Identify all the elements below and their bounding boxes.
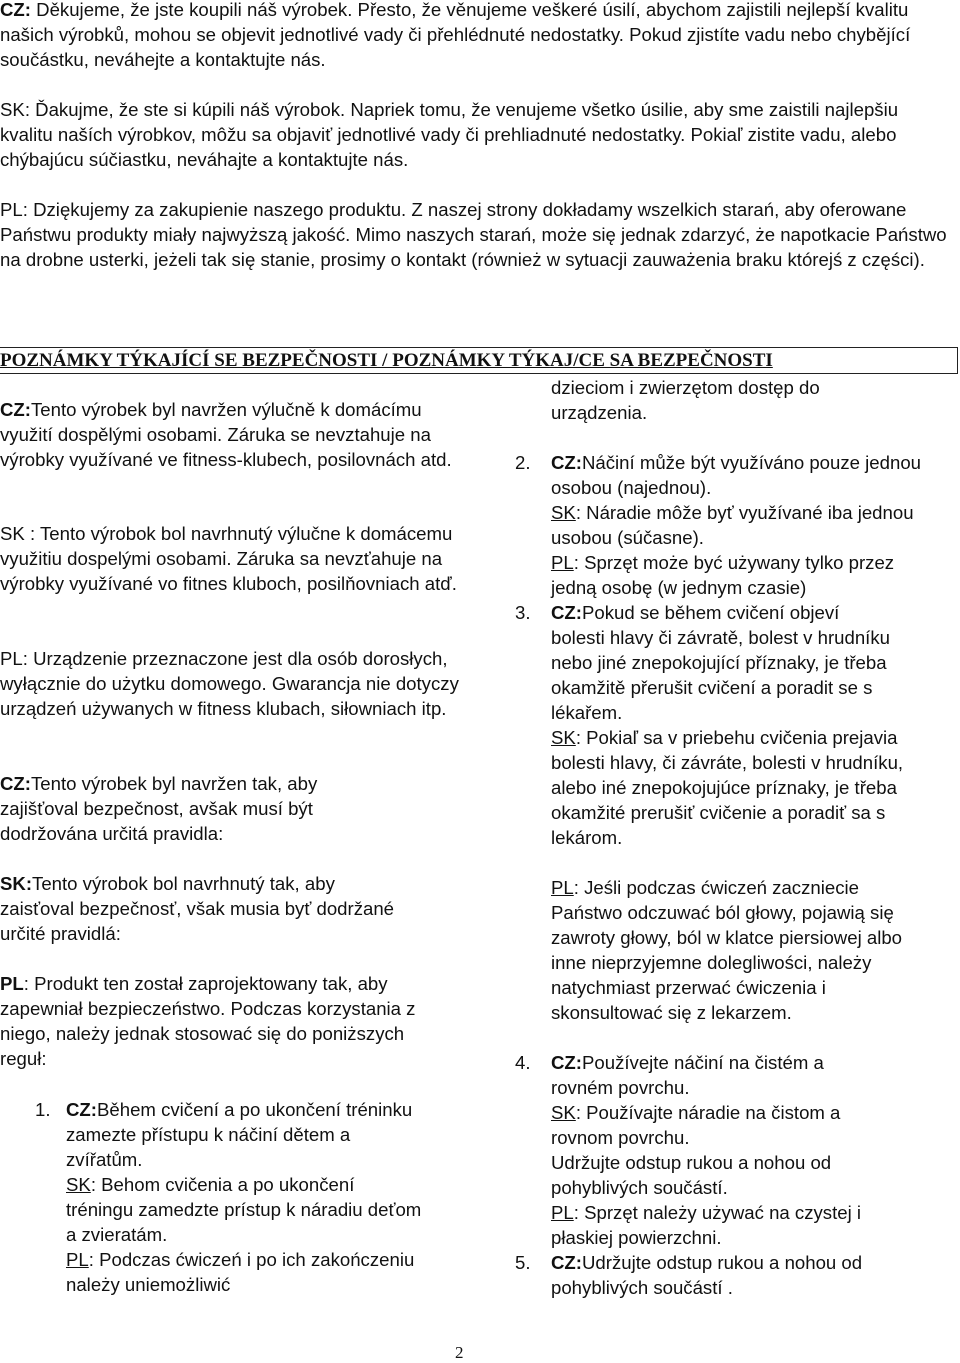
item-number: 4. [515,1052,531,1073]
safety-notes-heading: POZNÁMKY TÝKAJÍCÍ SE BEZPEČNOSTI / POZNÁMKY TÝKAJ/CE SA BEZPEČNOSTI [0,347,958,374]
lang-code: PL [0,199,23,220]
item-1-sk-text: : Behom cvičenia a po ukončení tréningu zamedzte prístup k náradiu deťom a zvieratám. [66,1174,422,1245]
item-1-pl-cont-text: dzieciom i zwierzętom dostęp do urządzenia. [551,377,820,423]
item-2-sk [551,500,926,550]
item-number: 1. [35,1099,51,1120]
lang-code: SK [551,502,576,523]
item-3-pl [551,875,926,1025]
lang-code: SK [0,99,25,120]
safety-pl-paragraph [0,646,470,721]
item-3-cz [551,600,896,725]
lang-code: SK: [0,873,33,894]
lang-code: PL [551,877,574,898]
lang-code: CZ: [551,602,582,623]
intro-pl-paragraph [0,197,950,272]
item-3-pl-text: : Jeśli podczas ćwiczeń zaczniecie Państwo odczuwać ból głowy, pojawią się zawroty głowy, ból w klatce piersiowej albo inne nieprzyjemne dolegliwości, należy natychmiast przerwać ćwiczenia i skonsultować się z lekarzem. [551,877,903,1023]
item-4-extra [551,1150,896,1200]
lang-code: CZ: [0,399,31,420]
item-2-pl [551,550,926,600]
item-1-pl [66,1247,421,1297]
item-3-sk-text: : Pokiaľ sa v priebehu cvičenia prejavia bolesti hlavy, či závráte, bolesti v hrudníku, alebo iné znepokojujúce príznaky, je třeba okamžité prerušiť cvičenie a poradiť sa s lekárom. [551,727,904,848]
item-4-sk-text: : Používajte náradie na čistom a rovnom povrchu. [551,1102,841,1148]
item-3-cz-text: Pokud se během cvičení objeví bolesti hlavy či závratě, bolest v hrudníku nebo jiné znepokojující příznaky, je třeba okamžitě přerušit cvičení a poradit se s lékařem. [551,602,890,723]
lang-code: CZ: [551,1052,582,1073]
rules-sk-text: Tento výrobok bol navrhnutý tak, aby zaisťoval bezpečnosť, však musia byť dodržané určité pravidlá: [0,873,395,944]
rules-sk-paragraph [0,871,400,946]
safety-pl-text: : Urządzenie przeznaczone jest dla osób dorosłych, wyłącznie do użytku domowego. Gwarancja nie dotyczy urządzeń używanych w fitness klubach, siłowniach itp. [0,648,459,719]
item-5-cz-text: Udržujte odstup rukou a nohou od pohyblivých součástí . [551,1252,863,1298]
item-1-pl-continuation [551,375,891,425]
lang-code: CZ: [551,1252,582,1273]
item-4-cz [551,1050,881,1100]
lang-code: PL [551,1202,574,1223]
lang-code: SK [0,523,25,544]
item-2-pl-text: : Sprzęt może być używany tylko przez jedną osobę (w jednym czasie) [551,552,895,598]
lang-code: CZ: [0,0,31,20]
intro-sk-paragraph [0,97,950,172]
lang-code: PL [0,973,24,994]
lang-code: SK [551,727,576,748]
left-column-pl1 [0,646,470,721]
left-column-sk2 [0,871,400,946]
lang-code: PL [0,648,23,669]
item-4-pl-text: : Sprzęt należy używać na czystej i płaskiej powierzchni. [551,1202,862,1248]
item-2-sk-text: : Náradie môže byť využívané iba jednou usobou (súčasne). [551,502,914,548]
item-1-sk [66,1172,426,1247]
safety-cz-paragraph [0,397,470,472]
item-4-sk [551,1100,896,1150]
safety-sk-text: : Tento výrobok bol navrhnutý výlučne k domácemu využitiu dospelými osobami. Záruka sa nevzťahuje na výrobky využívané vo fitnes kluboch, posilňovniach atď. [0,523,457,594]
lang-code: SK [66,1174,91,1195]
lang-code: CZ: [66,1099,97,1120]
item-number: 3. [515,602,531,623]
item-1-pl-text: : Podczas ćwiczeń i po ich zakończeniu należy uniemożliwić [66,1249,415,1295]
rules-cz-paragraph [0,771,400,846]
item-number: 5. [515,1252,531,1273]
item-4-pl [551,1200,921,1250]
left-column-sk1 [0,521,470,596]
item-4-extra-text: Udržujte odstup rukou a nohou od pohyblivých součástí. [551,1152,832,1198]
item-2-cz-text: Náčiní může být využíváno pouze jednou osobou (najednou). [551,452,922,498]
rules-pl-text: : Produkt ten został zaprojektowany tak, aby zapewniał bezpieczeństwo. Podczas korzystania z niego, należy jednak stosować się do poniższych reguł: [0,973,416,1069]
left-column-cz2 [0,771,400,846]
lang-code: CZ: [0,773,31,794]
item-number: 2. [515,452,531,473]
lang-code: PL [551,552,574,573]
intro-cz-text: Děkujeme, že jste koupili náš výrobek. Přesto, že věnujeme veškeré úsilí, abychom zajistili nejlepší kvalitu našich výrobků, mohou se objevit jednotlivé vady či přehlédnuté nedostatky. Pokud zjistíte vadu nebo chybějící součástku, neváhejte a kontaktujte nás. [0,0,911,70]
lang-code: SK [551,1102,576,1123]
item-3-sk [551,725,931,850]
item-1-cz-text: Během cvičení a po ukončení tréninku zamezte přístupu k náčiní dětem a zvířatům. [66,1099,413,1170]
left-column-cz1 [0,397,470,472]
lang-code: CZ: [551,452,582,473]
intro-cz-paragraph [0,0,950,72]
rules-cz-text: Tento výrobek byl navržen tak, aby zajišťoval bezpečnost, avšak musí být dodržována určitá pravidla: [0,773,318,844]
intro-pl-text: : Dziękujemy za zakupienie naszego produktu. Z naszej strony dokładamy wszelkich starań, aby oferowane Państwu produkty miały najwyższą jakość. Mimo naszych starań, może się jednak zdarzyć, że napotkacie Państwo na drobne usterki, jeżeli tak się stanie, prosimy o kontakt (również w sytuacji zauważenia braku którejś z części). [0,199,947,270]
intro-sk-text: : Ďakujme, že ste si kúpili náš výrobok. Napriek tomu, že venujeme všetko úsilie, aby sme zaistili najlepšiu kvalitu naších výrobkov, môžu sa objaviť jednotlivé vady či prehliadnuté nedostatky. Pokiaľ zistite vadu, alebo chýbajúcu súčiastku, neváhajte a kontaktujte nás. [0,99,899,170]
item-2-cz [551,450,926,500]
item-5-cz [551,1250,931,1300]
safety-cz-text: Tento výrobek byl navržen výlučně k domácímu využití dospělými osobami. Záruka se nevztahuje na výrobky využívané ve fitness-klubech, posilovnách atd. [0,399,452,470]
rules-pl-paragraph [0,971,420,1071]
page-number: 2 [455,1343,464,1362]
item-4-cz-text: Používejte náčiní na čistém a rovném povrchu. [551,1052,824,1098]
left-column-pl2 [0,971,420,1071]
safety-sk-paragraph [0,521,470,596]
item-1-cz [66,1097,421,1172]
lang-code: PL [66,1249,89,1270]
